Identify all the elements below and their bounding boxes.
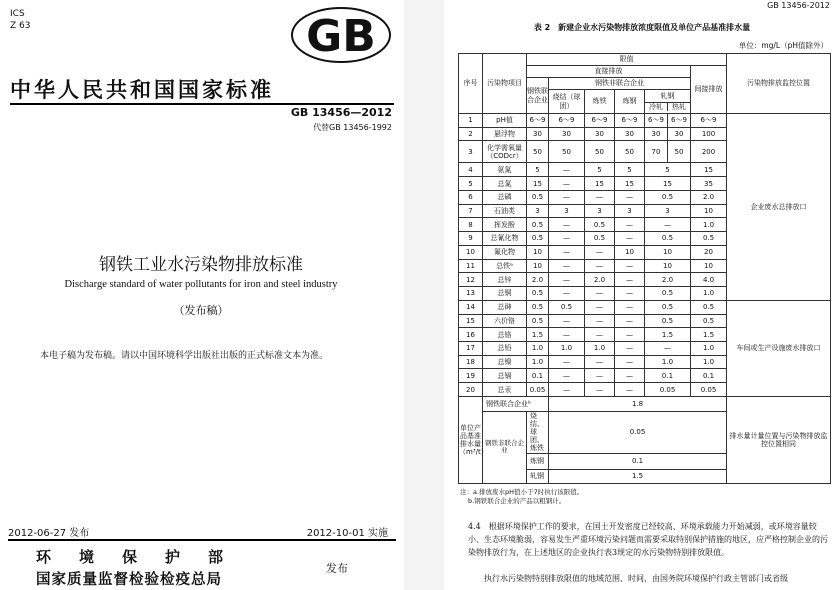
row-value: 0.5 — [527, 300, 549, 314]
table-title: 表 2 新建企业水污染物排放浓度限值及单位产品基准排水量 — [533, 23, 751, 32]
row-value: 15 — [691, 163, 727, 177]
head-steelmaking: 炼钢 — [615, 90, 645, 114]
row-pollutant: 总氮 — [483, 177, 527, 191]
row-value: 30 — [527, 127, 549, 141]
row-value: — — [585, 355, 615, 369]
row-value: — — [585, 369, 615, 383]
row-value: 30 — [615, 127, 645, 141]
row-value: 1.0 — [527, 355, 549, 369]
row-value: — — [549, 314, 585, 328]
row-value: 0.5 — [585, 232, 615, 246]
gb-logo-text: GB — [306, 11, 376, 62]
row-value: 0.5 — [645, 287, 691, 301]
row-value: 4.0 — [691, 273, 727, 287]
row-serial: 8 — [459, 218, 483, 232]
row-value: 30 — [549, 127, 585, 141]
head-indirect: 间接排放 — [691, 66, 727, 114]
issuer-aqsiq: 国家质量监督检验检疫总局 — [36, 572, 222, 588]
row-value: — — [615, 273, 645, 287]
row-value: — — [615, 218, 645, 232]
ics-code: ICS — [10, 9, 25, 19]
top-rule — [10, 103, 394, 105]
row-value: — — [645, 218, 691, 232]
row-value: 0.5 — [527, 218, 549, 232]
discharge-sintering-label: 烧结、球团、炼铁 — [527, 411, 549, 454]
row-value: 30 — [585, 127, 615, 141]
head-limit: 限值 — [527, 54, 727, 66]
row-serial: 14 — [459, 300, 483, 314]
row-value: — — [549, 259, 585, 273]
discharge-rolling-label: 轧钢 — [527, 469, 549, 483]
page-header: GB 13456-2012 — [767, 1, 830, 10]
row-serial: 17 — [459, 342, 483, 356]
row-value: 0.5 — [691, 232, 727, 246]
row-value: 10 — [691, 204, 727, 218]
row-value: 50 — [615, 141, 645, 163]
discharge-integrated-value: 1.8 — [549, 397, 727, 411]
row-value: — — [549, 287, 585, 301]
discharge-steelmaking-label: 炼钢 — [527, 454, 549, 469]
row-serial: 2 — [459, 127, 483, 141]
head-pollutant: 污染物项目 — [483, 54, 527, 114]
row-value: 1.0 — [691, 342, 727, 356]
gb-logo — [290, 6, 392, 64]
row-value: — — [549, 245, 585, 259]
row-value: 0.5 — [645, 300, 691, 314]
row-value: 15 — [527, 177, 549, 191]
row-value: — — [549, 232, 585, 246]
row-value: — — [615, 342, 645, 356]
row-value: 0.05 — [645, 383, 691, 397]
row-serial: 10 — [459, 245, 483, 259]
row-pollutant: 悬浮物 — [483, 127, 527, 141]
row-value: 6～9 — [527, 114, 549, 128]
limits-table — [458, 53, 831, 484]
head-integrated: 钢铁联合企业 — [527, 78, 549, 114]
row-value: 50 — [549, 141, 585, 163]
cover-page — [0, 0, 402, 590]
row-value: 0.5 — [645, 190, 691, 204]
row-pollutant: 总镍 — [483, 355, 527, 369]
row-serial: 12 — [459, 273, 483, 287]
row-value: 10 — [527, 245, 549, 259]
table-row — [459, 300, 831, 314]
row-value: — — [585, 314, 615, 328]
row-pollutant: 总锌 — [483, 273, 527, 287]
row-pollutant: 总氰化物 — [483, 232, 527, 246]
row-value: — — [615, 383, 645, 397]
paragraph-4-4: 4.4 根据环境保护工作的要求，在国土开发密度已经较高、环境承载能力开始减弱，或环境容量较小、生态环境脆弱，容易发生严重环境污染问题而需要采取特别保护措施的地区，应严格控制企业的污染物排放行为，在上述地区的企业执行表3规定的水污染物特别排放限值。 — [468, 522, 828, 557]
row-value: 30 — [668, 127, 691, 141]
row-value: — — [585, 328, 615, 342]
footnote-b: b.钢铁联合企业的产品以粗钢计。 — [468, 497, 566, 505]
row-value: 200 — [691, 141, 727, 163]
row-pollutant: 氨氮 — [483, 163, 527, 177]
row-value: 0.1 — [645, 369, 691, 383]
row-serial: 9 — [459, 232, 483, 246]
table-body — [459, 114, 831, 397]
issue-date: 2012-06-27 发布 — [8, 528, 90, 539]
row-serial: 11 — [459, 259, 483, 273]
row-value: 50 — [527, 141, 549, 163]
row-value: 6～9 — [645, 114, 668, 128]
row-pollutant: 总铁ᵃ — [483, 259, 527, 273]
row-value: 3 — [585, 204, 615, 218]
head-ironmaking: 炼铁 — [585, 90, 615, 114]
row-value: — — [549, 328, 585, 342]
row-value: 1.0 — [549, 342, 585, 356]
page-gap — [404, 0, 444, 590]
row-value: 30 — [645, 127, 668, 141]
row-value: — — [549, 163, 585, 177]
row-pollutant: 挥发酚 — [483, 218, 527, 232]
row-value: 0.5 — [691, 300, 727, 314]
discharge-sintering-value: 0.05 — [549, 411, 727, 454]
row-value: — — [615, 369, 645, 383]
head-hot: 热轧 — [672, 102, 686, 111]
paragraph-continued: 执行水污染物特别排放限值的地域范围、时间，由国务院环境保护行政主管部门或省级 — [484, 574, 788, 583]
row-value: 1.0 — [691, 355, 727, 369]
row-value: 100 — [691, 127, 727, 141]
row-serial: 19 — [459, 369, 483, 383]
footnote-a — [460, 487, 583, 496]
row-value: 5 — [585, 163, 615, 177]
head-rolling-sub — [645, 103, 690, 111]
row-value: 1.0 — [691, 218, 727, 232]
bottom-rule — [8, 539, 396, 541]
row-pollutant: 总铅 — [483, 342, 527, 356]
monitor-general: 企业废水总排放口 — [727, 114, 831, 301]
monitor-workshop: 车间或生产设施废水排放口 — [727, 300, 831, 396]
discharge-steelmaking-value: 0.1 — [549, 454, 727, 469]
row-value: — — [615, 300, 645, 314]
row-value: 6～9 — [691, 114, 727, 128]
row-value: 1.0 — [527, 342, 549, 356]
table-page — [446, 0, 838, 590]
row-value: — — [585, 190, 615, 204]
row-value: — — [615, 190, 645, 204]
discharge-non-label: 钢铁非联合企业 — [483, 411, 527, 483]
issuer-ministry: 环境保护部 — [36, 548, 252, 566]
row-value: 10 — [645, 245, 691, 259]
row-value: 0.1 — [691, 369, 727, 383]
row-value: 0.5 — [527, 190, 549, 204]
row-value: 50 — [585, 141, 615, 163]
head-rolling-label: 轧钢 — [645, 92, 690, 102]
row-value: 2.0 — [527, 273, 549, 287]
row-value: 0.5 — [527, 314, 549, 328]
row-value: 15 — [615, 177, 645, 191]
row-value: 2.0 — [691, 190, 727, 204]
row-serial: 18 — [459, 355, 483, 369]
row-value: — — [585, 259, 615, 273]
row-value: — — [585, 383, 615, 397]
row-pollutant: 总汞 — [483, 383, 527, 397]
row-value: 10 — [615, 245, 645, 259]
row-value: — — [549, 190, 585, 204]
row-value: 1.5 — [527, 328, 549, 342]
head-sintering: 烧结（球团） — [549, 90, 585, 114]
row-pollutant: 总镉 — [483, 369, 527, 383]
z-code: Z 63 — [10, 21, 31, 31]
row-value: 15 — [645, 177, 691, 191]
row-pollutant: pH值 — [483, 114, 527, 128]
row-value: 0.05 — [691, 383, 727, 397]
row-value: — — [585, 287, 615, 301]
row-value: 0.05 — [527, 383, 549, 397]
row-value: — — [549, 383, 585, 397]
row-value: 2.0 — [645, 273, 691, 287]
row-value: 1.0 — [645, 355, 691, 369]
row-value: — — [549, 355, 585, 369]
row-value: — — [615, 287, 645, 301]
row-value: 10 — [527, 259, 549, 273]
head-direct: 直接排放 — [527, 66, 691, 78]
row-value: 20 — [691, 245, 727, 259]
row-serial: 7 — [459, 204, 483, 218]
standard-number: GB 13456—2012 — [290, 106, 392, 119]
footnote-a-text: a.排放废水pH值小于7时执行该限值。 — [473, 488, 584, 496]
row-value: — — [585, 300, 615, 314]
row-serial: 1 — [459, 114, 483, 128]
row-pollutant: 六价铬 — [483, 314, 527, 328]
row-serial: 5 — [459, 177, 483, 191]
table-row — [459, 114, 831, 128]
row-value: — — [615, 259, 645, 273]
row-value: 50 — [668, 141, 691, 163]
row-pollutant: 总铜 — [483, 287, 527, 301]
row-pollutant: 化学需氧量（CODcr） — [483, 141, 527, 163]
row-value: 0.5 — [691, 314, 727, 328]
footnote-title: 注： — [460, 488, 473, 496]
head-serial: 序号 — [459, 54, 483, 114]
row-value: 0.5 — [645, 314, 691, 328]
row-pollutant: 氟化物 — [483, 245, 527, 259]
row-value: 5 — [645, 163, 691, 177]
national-standard-title: 中华人民共和国国家标准 — [10, 78, 274, 102]
row-pollutant: 总磷 — [483, 190, 527, 204]
discharge-label: 单位产品基准排水量（m³/t） — [459, 397, 483, 484]
row-pollutant: 总砷 — [483, 300, 527, 314]
row-value: 15 — [585, 177, 615, 191]
publish-label: 发布 — [326, 562, 348, 575]
row-value: — — [615, 314, 645, 328]
draft-label: （发布稿） — [173, 304, 229, 317]
row-value: 1.5 — [645, 328, 691, 342]
row-value: 0.5 — [527, 232, 549, 246]
head-rolling — [645, 90, 691, 114]
row-value: — — [615, 355, 645, 369]
row-value: 5 — [615, 163, 645, 177]
row-pollutant: 总铬 — [483, 328, 527, 342]
discharge-section — [459, 397, 831, 484]
row-value: — — [549, 369, 585, 383]
implementation-date: 2012-10-01 实施 — [306, 528, 388, 539]
head-non-integrated: 钢铁非联合企业 — [549, 78, 691, 90]
table-unit: 单位：mg/L（pH值除外） — [738, 41, 828, 50]
row-serial: 13 — [459, 287, 483, 301]
row-value: 1.0 — [585, 342, 615, 356]
discharge-monitor: 排水量计量位置与污染物排放监控位置相同 — [727, 397, 831, 484]
row-pollutant: 石油类 — [483, 204, 527, 218]
head-monitor: 污染物排放监控位置 — [727, 54, 831, 114]
table-head — [459, 54, 831, 114]
row-value: — — [615, 328, 645, 342]
row-value: 35 — [691, 177, 727, 191]
head-cold: 冷轧 — [645, 103, 668, 111]
row-value: 0.5 — [549, 300, 585, 314]
discharge-integrated-label: 钢铁联合企业ᵇ — [483, 397, 549, 411]
row-value: — — [645, 342, 691, 356]
row-value: — — [585, 245, 615, 259]
row-serial: 3 — [459, 141, 483, 163]
row-value: 2.0 — [585, 273, 615, 287]
row-value: 3 — [615, 204, 645, 218]
row-value: 0.1 — [527, 369, 549, 383]
row-value: 5 — [527, 163, 549, 177]
row-value: 6～9 — [585, 114, 615, 128]
row-value: 6～9 — [668, 114, 691, 128]
row-value: 0.5 — [527, 287, 549, 301]
title-english: Discharge standard of water pollutants for iron and steel industry — [64, 279, 338, 290]
replaces-standard: 代替GB 13456-1992 — [313, 123, 392, 132]
row-value: 10 — [691, 259, 727, 273]
row-value: 3 — [645, 204, 691, 218]
row-value: — — [549, 218, 585, 232]
discharge-rolling-value: 1.5 — [549, 469, 727, 483]
row-value: 0.5 — [585, 218, 615, 232]
row-value: 70 — [645, 141, 668, 163]
row-value: — — [615, 232, 645, 246]
row-serial: 4 — [459, 163, 483, 177]
row-value: 1.0 — [691, 287, 727, 301]
row-value: — — [549, 177, 585, 191]
row-value: 0.5 — [645, 232, 691, 246]
row-serial: 16 — [459, 328, 483, 342]
title-chinese: 钢铁工业水污染物排放标准 — [99, 255, 303, 275]
row-value: 3 — [527, 204, 549, 218]
row-serial: 6 — [459, 190, 483, 204]
row-serial: 20 — [459, 383, 483, 397]
row-value: 1.5 — [691, 328, 727, 342]
row-value: 6～9 — [615, 114, 645, 128]
row-value: 3 — [549, 204, 585, 218]
row-value: 10 — [645, 259, 691, 273]
electronic-draft-note: 本电子稿为发布稿。请以中国环境科学出版社出版的正式标准文本为准。 — [40, 351, 329, 361]
row-serial: 15 — [459, 314, 483, 328]
row-value: — — [549, 273, 585, 287]
row-value: 6～9 — [549, 114, 585, 128]
